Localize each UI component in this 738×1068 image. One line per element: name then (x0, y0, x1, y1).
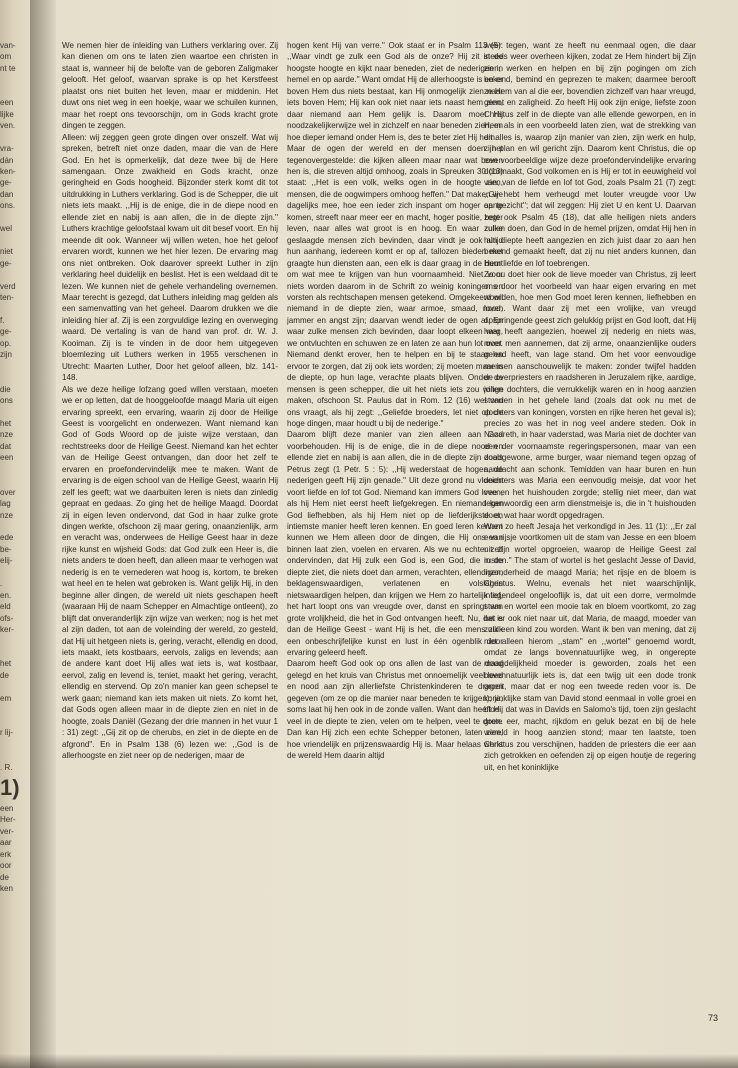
cut-off-word: ker- (0, 625, 14, 635)
cut-off-word: em (0, 693, 12, 703)
paragraph: Daarom blijft deze manier van zien alleen aan God voorbehouden. Hij is de enige, die in de diepe nood en ellende ziet en nabij is aan allen, die in de diepte zijn zoals Petrus zegt (1 Petr. 5 : 5): ,,Hij wederstaat de hogen, de nederigen geeft Hij zijn genade.'' Uit deze grond nu vloeien voort liefde en lof tot God. Niemand kan immers God loven, als hij Hem niet eerst heeft liefgekregen. En niemand kan God liefhebben, als hij Hem niet op de liefderijkste en intiemste manier heeft leren kennen. En goed leren kennen kunnen we Hem alleen door de dingen, die Hij ons van binnen laat zien, voelen en ervaren. Als we nu echter zelf ondervinden, dat Hij zulk een God is, een God, die in de diepte ziet, die niets doet dan armen, verachten, ellendigen, beklagenswaardigen, verlatenen en volslagen nietswaardigen helpen, dan krijgen we Hem zo hartelijk lief, het hart loopt ons van vreugde over, danst en springt van grote vrolijkheid, die het in God ontvangen heeft. Nu, dat is dan de Heilige Geest - want Hij is het, die een mens zulk een onbeschrijfelijke kunst en lust in één ogenblik door ervaring geleerd heeft. (287, 430, 503, 658)
cut-off-word: f. (0, 315, 5, 325)
cut-off-word (0, 704, 26, 715)
cut-off-word: be- (0, 544, 12, 554)
cut-off-word (0, 212, 26, 223)
cut-off-word: nt te (0, 63, 16, 73)
cut-off-word: eld (0, 602, 11, 612)
text-column-2 (287, 40, 503, 1020)
cut-off-word (0, 372, 26, 383)
paragraph: hogen kent Hij van verre.'' Ook staat er in Psalm 113 (5): ,,Waar vindt ge zulk een God als de onze? Hij zit in de hoogste hoogte en kijkt naar beneden, ziet de nederigen in hemel en op aarde.'' Want omdat Hij de allerhoogste is en er boven Hem dus niets bestaat, kan Hij onmogelijk zien naar iets boven Hem; Hij kan ook niet naar iets naast hem zien, daar niemand aan Hem gelijk is. Daarom moet Hij noodzakelijkerwijze wel in zichzelf en naar beneden zien, en hoe dieper iemand onder Hem is, des te beter ziet Hij hem. (287, 41, 503, 142)
paragraph: We nemen hier de inleiding van Luthers verklaring over. Zij kan dienen om ons te laten zien waartoe een christen in staat is, wanneer hij de belofte van de geboren Zaligmaker gelooft. Het geloof, waarvan sprake is op het Kerstfeest plaatst ons niet buiten het leven, maar er middenin. Het duwt ons niet weg in een hoekje, waar we schuilen kunnen, maar het roept ons tevoorschijn, om in Gods kracht grote dingen te zeggen. (62, 41, 278, 131)
cut-off-word (0, 132, 26, 143)
cut-off-word: op. (0, 338, 12, 348)
cut-off-word: ofs- (0, 613, 14, 623)
cut-off-word: erk (0, 849, 12, 859)
page-bottom-shadow (0, 1054, 738, 1068)
cut-off-word: ge- (0, 258, 12, 268)
cut-off-word (0, 475, 26, 486)
cut-off-word: ge- (0, 178, 12, 188)
cut-off-word (0, 681, 26, 692)
cut-off-word: ken- (0, 166, 16, 176)
cut-off-word: . (0, 579, 3, 589)
cut-off-word: lijke (0, 109, 14, 119)
cut-off-word: ons. (0, 201, 16, 211)
cut-off-word: nze (0, 510, 13, 520)
paragraph: weer tegen, want ze heeft nu eenmaal ogen, die daar steeds weer overheen kijken, zodat ze Hem hindert bij Zijn zien, werken en helpen en bij zijn pogingen om zich bekend, bemind en geprezen te maken; daarmee berooft ze Hem van al die eer, bovendien zichzelf van haar vreugd, genot en zaligheid. Zo heeft Hij ook zijn enige, liefste zoon Christus zelf in de diepte van alle ellende geworpen, en in Hem als in een voorbeeld laten zien, wat de strekking van dit alles is, waarop zijn manier van zien, zijn werk en hulp, zijn plan en wil gericht zijn. Daarom kent Christus, die op een voorbeeldige wijze deze proefondervindelijke ervaring doormaakt, God volkomen en is Hij er tot in eeuwigheid vol van, van de liefde en lof tot God, zoals Psalm 21 (7) zegt: ,,Gij hebt hem verheugd met louter vreugde voor Uw aangezicht''; dat wil zeggen: Hij ziet U en kent U. Daarvan zegt ook Psalm 45 (18), dat alle heiligen niets anders zullen doen, dan God in de hemel prijzen, omdat Hij hen in hun diepte heeft aangezien en zich juist daar zo aan hen bekend gemaakt heeft, dat zij nu niet anders kunnen, dan Hem liefde en lof toebrengen. (484, 41, 696, 268)
cut-off-word: ver- (0, 826, 14, 836)
cut-off-word (0, 750, 26, 761)
cut-off-word: en. (0, 590, 12, 600)
cut-off-word: r lij- (0, 728, 13, 738)
cut-off-word (0, 647, 26, 658)
cut-off-word (0, 521, 26, 532)
cut-off-word: ten- (0, 292, 14, 302)
cut-off-word (0, 303, 26, 314)
page-number: 73 (707, 1013, 718, 1023)
paragraph: Daarom heeft God ook op ons allen de last van de dood gelegd en het kruis van Christus met onnoemelijk veel leed en nood aan zijn allerliefste Christenkinderen te dragen gegeven (om ze op die manier naar beneden te krijgen); ja, soms laat hij hen ook in de zonde vallen. Want dan heeft Hij veel in de diepte te zien, velen om te helpen, veel te doen. Dan kan Hij zich een echte Schepper betonen, laten zien, hoe vriendelijk en prijzenswaardig Hij is. Maar helaas werkt de wereld Hem daarin altijd (287, 659, 503, 761)
cut-off-word: een (0, 453, 14, 463)
cut-off-word: Her- (0, 815, 16, 825)
cut-off-word (0, 739, 26, 750)
cut-off-word: verd (0, 281, 16, 291)
page-gutter-shadow (30, 0, 56, 1068)
cut-off-word (0, 636, 26, 647)
cut-off-word: ken (0, 884, 13, 894)
cut-off-word: over (0, 487, 16, 497)
cut-off-word: een (0, 98, 14, 108)
cut-off-word: elij- (0, 556, 13, 566)
cut-off-heading-glyph: 1) (0, 775, 20, 800)
cut-off-word (0, 407, 26, 418)
cut-off-word: aar (0, 838, 12, 848)
cut-off-word (0, 86, 26, 97)
paragraph: Als we deze heilige lofzang goed willen verstaan, moeten we er op letten, dat de hooggeloofde maagd Maria uit eigen ervaring spreekt, een ervaring, waarin zij door de Heilige Geest is voorgelicht en onderwezen. Want niemand kan God of Gods Woord op de juiste wijze verstaan, dan rechtstreeks door de Heilige Geest. Niemand kan het echter van de Heilige Geest ontvangen, dan door het zelf te ervaren en proefondervindelijk mee te maken. Want de ervaring is de eigen school van de Heilige Geest, waarin Hij zelf les geeft; wat we daarbuiten leren is niets dan zinledig gepraat en gedaas. Zo ging het de heilige Maagd. Doordat zij in eigen leven ondervond, dat God in haar zulke grote dingen werkte, ofschoon zij maar gering, onaanzienlijk, arm en veracht was, onderwees de Heilige Geest haar in deze rijke kunst en wijsheid Gods: dat God zulk een Heer is, die niets anders te doen heeft, dan alleen maar te verhogen wat nederig is en te vernederen wat hoog is, kortom, te breken wat heel en te helen wat gebroken is. Want gelijk Hij, in den beginne aller dingen, de wereld uit niets geschapen heeft (waaraan Hij de naam Schepper en Almachtige ontleent), zo blijft dat onveranderlijk zijn wijze van werken; nog is het met al zijn daden, tot aan de voleinding der wereld, zo gesteld, dat Hij uit hetgeen niets is, gering, veracht, ellendig en dood, iets maakt, iets kostbaars, eervols, zaligs en levends; aan de andere kant doet Hij alles wat iets is, wat kostbaar, eervol, zalig en levend is, teniet, maakt het gering, veracht, ellendig en stervend. Op zo'n manier kan geen schepsel te werk gaan; niemand kan iets maken uit niets. Zo komt het, dat Gods ogen alleen maar in de diepte zien en niet in de hoogte, zoals Daniël (Gezang der drie mannen in het vuur 1 : 31) zegt: ,,Gij zit op de cherubs, en ziet in de diepte en de afgrond''. En in Psalm 138 (6) lezen we: ,,God is de allerhoogste en ziet neer op de nederigen, maar de (62, 384, 278, 761)
cut-off-word: dat (0, 441, 12, 451)
cut-off-word: het (0, 418, 12, 428)
cut-off-word: om (0, 52, 12, 62)
cut-off-word: ons (0, 396, 13, 406)
paragraph: Zo nu doet hier ook de lieve moeder van Christus, zij leert ons door het voorbeeld van haar eigen ervaring en met woorden, hoe men God moet leren kennen, liefhebben en loven. Want daar zij met een vrolijke, van vreugd opspringende geest zich gelukkig prijst en God looft, dat Hij haar heeft aangezien, hoewel zij nederig en niets was, moet men aannemen, dat zij arme, onaanzienlijke ouders gehad heeft, van lage stand. Om het voor eenvoudige mensen aanschouwelijk te maken: zonder twijfel hadden de overpriesters en raadsheren in Jeruzalem rijke, aardige, jonge dochters, die verrukkelijk waren en in hoog aanzien stonden in het gehele land (zoals dat ook nu met de dochters van koningen, vorsten en rijke heren het geval is); precies zo was het in nog veel andere steden. Ook in Nazareth, in haar vaderstad, was Maria niet de dochter van een der voornaamste regeringspersonen, maar van een doodgewone, arme burger, waar niemand tegen opzag of aandacht aan schonk. Temidden van haar buren en hun dochters was Maria een eenvoudig meisje, dat voor het vee en het huishouden zorgde; stellig niet meer, dan wat tegenwoordig een arm dienstmeisje is, die in 't huishouden doet, wat haar wordt opgedragen. (484, 270, 696, 520)
cut-off-word (0, 361, 26, 372)
paragraph: Maar de ogen der wereld en der mensen doen het tegenovergestelde: die kijken alleen maar naar wat boven hen is, die streven altijd omhoog, zoals in Spreuken 30 (13) staat: ,,Het is een volk, welks ogen in de hoogte zien, mensen, die de oogwimpers omhoog heffen.'' Dat maken we dagelijks mee, hoe een ieder zich inspant om hoger op te komen, streeft naar meer eer en macht, hoger positie, beter leven, naar alles wat groot is en hoog. En waar zulke geslaagde mensen zich bevinden, daar vindt je ook altijd hun aanhang, iedereen komt er op af, tallozen bieden met graagte hun diensten aan, een elk is daar graag in de buurt om wat mee te krijgen van hun voornaamheid. Niet voor niets worden daarom in de Schrift zo weinig koningen en vorsten als rechtschapen mensen getekend. Omgekeerd wil niemand in de diepte zien, waar armoe, smaad, nood, jammer en angst zijn; daarvan wendt ieder de ogen af. En waar zulke mensen zich bevinden, daar loopt elkeen weg, we ontvluchten en schuwen ze en laten ze aan hun lot over. Niemand denkt erover, hen te helpen en bij te staan en ervoor te zorgen, dat zij ook iets worden; zij moeten maar in de diepte, op hun lage, verachte plaats blijven. Onder de mensen is geen schepper, die uit het niets iets zou willen maken, ofschoon St. Paulus dat in Rom. 12 (16) wel van ons vraagt, als hij zegt: ,,Geliefde broeders, let niet op de hoge dingen, maar houdt u bij de nederige.'' (287, 144, 503, 428)
cut-off-word: die (0, 384, 11, 394)
cut-off-word: de (0, 872, 9, 882)
text-column-3 (484, 40, 696, 1020)
cut-off-word: dan (0, 189, 14, 199)
cut-off-word: lag (0, 499, 11, 509)
cut-off-word: van- (0, 41, 16, 50)
paragraph: Alleen: wij zeggen geen grote dingen over onszelf. Wat wij spreken, betreft niet onze daden, maar die van de Here God. En het is opmerkelijk, dat deze twee bij de Here samengaan. Onze zwakheid en Gods kracht, onze geringheid en Gods hoogheid. Bijzonder sterk komt dit tot uitdrukking in Luthers verklaring. God is de Schepper, die uit niets iets maakt. ,,Hij is de enige, die in de diepe nood en ellende ziet en nabij is aan allen, die in de diepte zijn.'' Luthers krachtige geloofstaal kwam uit dit besef voort. En hij meende dit ook. Wanneer wij willen weten, hoe het geloof ervaren wordt, kunnen we het hier lezen. De ervaring mag ons niet ontbreken. Ook daarover spreekt Luther in zijn verklaring heel duidelijk en beslist. Het is een weldaad dit te lezen. We kunnen niet de gehele verhandeling overnemen. Maar terecht is gezegd, dat Luthers inleiding mag gelden als een samenvatting van het geheel. Daarom drukken we die inleiding hier af. Zij is een zorgvuldige lezing en overweging waard. De vertaling is van de hand van prof. dr. W. J. Kooiman. Zij is te vinden in de door hem uitgegeven bloemlezing uit Luthers werken in 1955 verschenen in Utrecht: Maarten Luther, Door het geloof alleen, blz. 141-148. (62, 132, 278, 383)
paragraph: Want zo heeft Jesaja het verkondigd in Jes. 11 (1): ,,Er zal een rijsje voortkomen uit de stam van Jesse en een bloem uit zijn wortel opgroeien, waarop de Heilige Geest zal rusten.'' The stam of wortel is het geslacht Jesse of David, inzonderheid de maagd Maria; het rijsje en de bloem is Christus. Welnu, evenals het niet waarschijnlijk, integendeel ongelooflijk is, dat uit een dorre, vermolmde stam en wortel een mooie tak en bloem voortkomt, zo zag het er ook niet naar uit, dat Maria, de maagd, moeder van zulk een kind zou worden. Want ik ben van mening, dat zij niet alleen hierom ,,stam'' en ,,wortel'' genoemd wordt, omdat ze langs bovennatuurlijke weg, in ongerepte maagdelijkheid moeder is geworden, zoals het een bovennatuurlijk iets is, dat een twijg uit een dode tronk groeit, maar dat er nog een tweede reden voor is. De koninklijke stam van David stond eenmaal in volle groei en bloei, dat was in Davids en Salomo's tijd, toen zijn geslacht grote eer, macht, rijkdom en geluk bezat en bij de hele wereld in hoog aanzien stond; maar ten laatste, toen Christus zou verschijnen, hadden de priesters die eer aan zich getrokken en oefenden zij op eigen houtje de regering uit, en het koninklijke (484, 522, 696, 772)
cut-off-word (0, 235, 26, 246)
cut-off-word: oor (0, 861, 12, 871)
cut-off-word: de (0, 670, 9, 680)
cut-off-word (0, 74, 26, 85)
cut-off-word (0, 716, 26, 727)
cut-off-word: zijn (0, 350, 13, 360)
previous-page-edge (0, 40, 26, 940)
cut-off-word: ede (0, 533, 14, 543)
cut-off-word: het (0, 659, 12, 669)
cut-off-word (0, 464, 26, 475)
cut-off-word (0, 269, 26, 280)
cut-off-word: wel (0, 224, 13, 234)
text-column-1 (62, 40, 278, 1020)
cut-off-word: niet (0, 247, 13, 257)
cut-off-word: een (0, 804, 14, 813)
cut-off-word: vra- (0, 144, 14, 154)
cut-off-word: ge- (0, 327, 12, 337)
cut-off-word: . R. (0, 762, 13, 772)
cut-off-word: dán (0, 155, 14, 165)
cut-off-word: ven. (0, 121, 16, 131)
cut-off-word: nze (0, 430, 13, 440)
cut-off-word (0, 567, 26, 578)
